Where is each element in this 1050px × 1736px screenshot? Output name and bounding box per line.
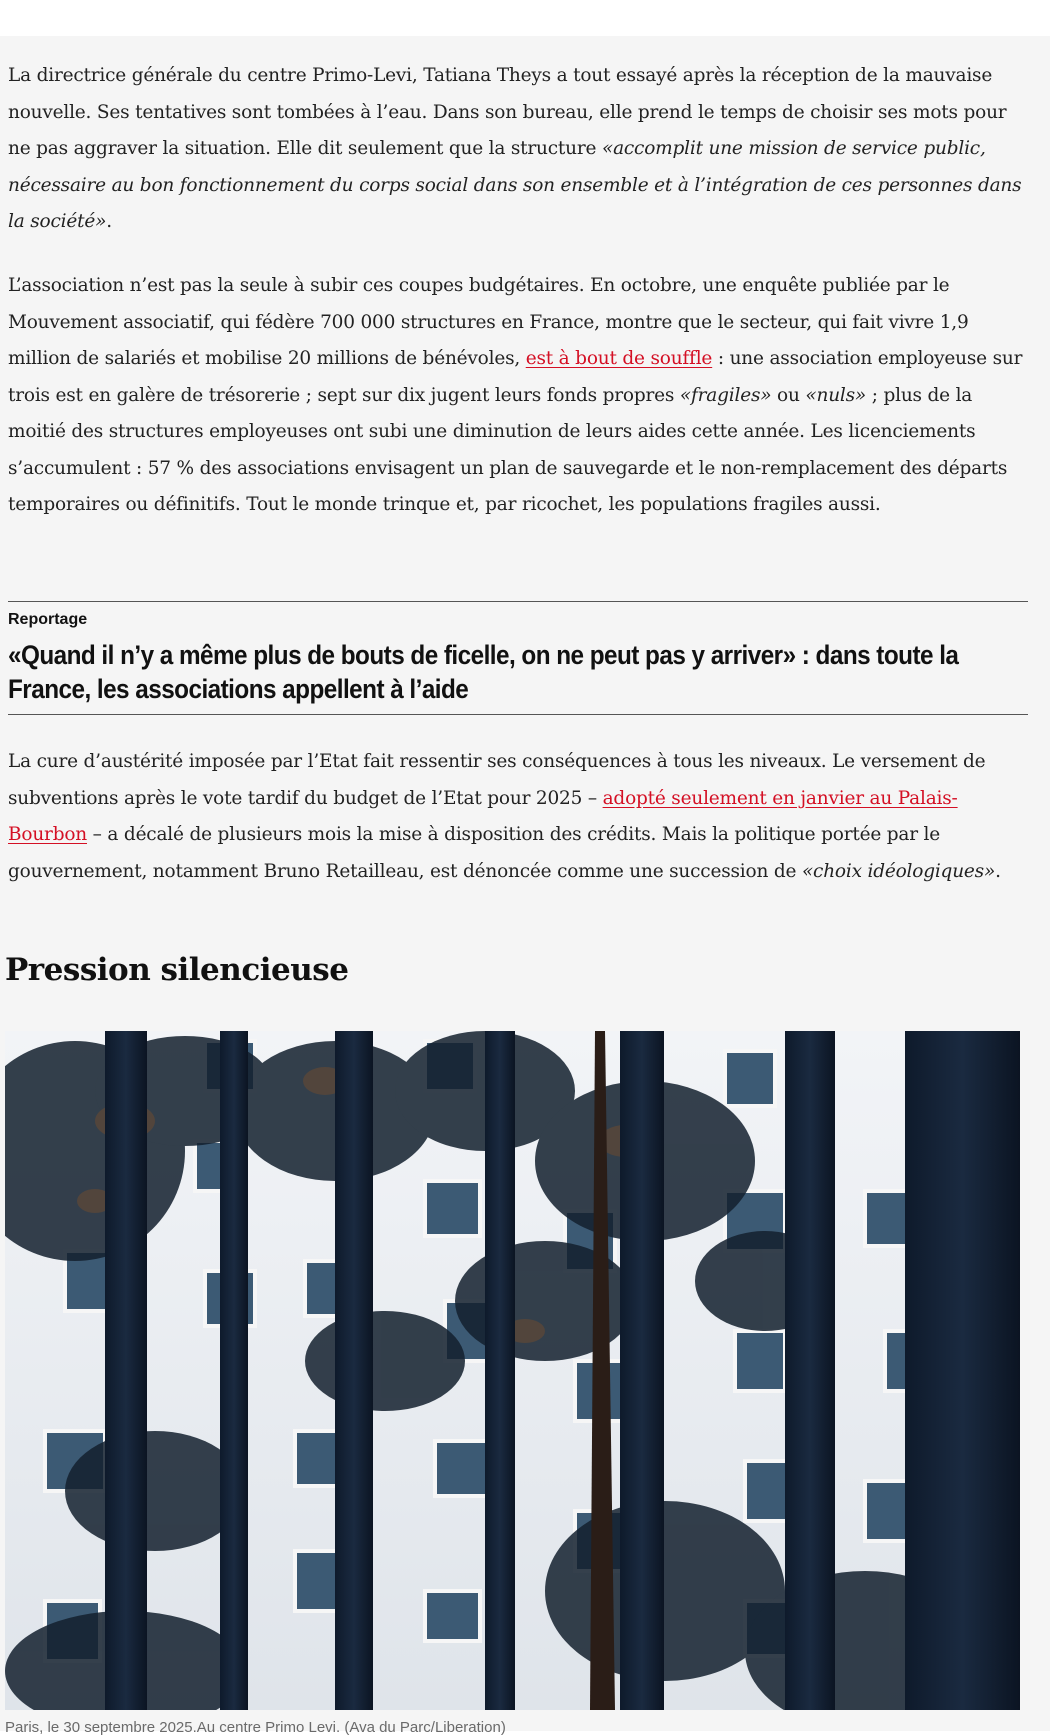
paragraph-3-text-after-link: – a décalé de plusieurs mois la mise à disposition des crédits. Mais la politique portée par le gouvernement, notamment Bruno Retailleau, est dénoncée comme une succession de — [8, 824, 941, 882]
paragraph-1-quote: «accomplit une mission de service public, nécessaire au bon fonctionnement du corps social dans son ensemble et à l’intégration de ces personnes dans la société» — [8, 138, 1022, 232]
paragraph-3-text: La cure d’austérité imposée par l’Etat fait ressentir ses conséquences à tous les niveaux. Le versement de subventions après le vote tardif du budget de l’Etat pour 2025 – — [8, 751, 986, 809]
paragraph-3 — [8, 744, 1028, 890]
top-bar — [0, 0, 1050, 36]
paragraph-3-end: . — [995, 860, 1001, 882]
quote-fragiles: «fragiles» — [679, 384, 772, 406]
article-photo — [5, 1031, 1020, 1710]
paragraph-2-text-after-link: : une association employeuse sur trois est en galère de trésorerie ; sept sur dix jugent leurs fonds propres — [8, 348, 1023, 406]
link-bout-de-souffle[interactable]: est à bout de souffle — [525, 348, 713, 369]
paragraph-2-ou: ou — [771, 384, 806, 406]
quote-nuls: «nuls» — [805, 384, 867, 406]
paragraph-1-end: . — [106, 211, 112, 232]
related-article-link[interactable]: «Quand il n’y a même plus de bouts de ficelle, on ne peut pas y arriver» : dans toute la France, les associations appellent à l’aide — [8, 640, 959, 704]
related-article-block[interactable] — [8, 601, 1028, 715]
related-article-tag: Reportage — [8, 611, 88, 628]
paragraph-1 — [8, 58, 1028, 241]
photo-illustration — [5, 1031, 1020, 1710]
section-heading: Pression silencieuse — [5, 952, 349, 988]
photo-caption: Paris, le 30 septembre 2025.Au centre Primo Levi. (Ava du Parc/Liberation) — [5, 1719, 506, 1736]
quote-choix-ideologiques: «choix idéologiques» — [801, 860, 996, 882]
paragraph-1-text: La directrice générale du centre Primo-Levi, Tatiana Theys a tout essayé après la réception de la mauvaise nouvelle. Ses tentatives sont tombées à l’eau. Dans son bureau, elle prend le temps de choisir ses mots pour ne pas aggraver la situation. Elle dit seulement que la structure — [8, 65, 1007, 159]
link-adopte-janvier[interactable]: adopté seulement en janvier au Palais-Bourbon — [8, 787, 958, 845]
paragraph-2-text: L’association n’est pas la seule à subir ces coupes budgétaires. En octobre, une enquête publiée par le Mouvement associatif, qui fédère 700 000 structures en France, montre que le secteur, qui fait vivre 1,9 million de salariés et mobilise 20 millions de bénévoles, — [8, 275, 969, 369]
paragraph-2-end: ; plus de la moitié des structures employeuses ont subi une diminution de leurs aides cette année. Les licenciements s’accumulent : 57 % des associations envisagent un plan de sauvegarde et le non-remplacement des départs temporaires ou définitifs. Tout le monde trinque et, par ricochet, les populations fragiles aussi. — [8, 384, 1008, 515]
paragraph-2 — [8, 268, 1028, 524]
article-body — [0, 36, 1050, 1736]
